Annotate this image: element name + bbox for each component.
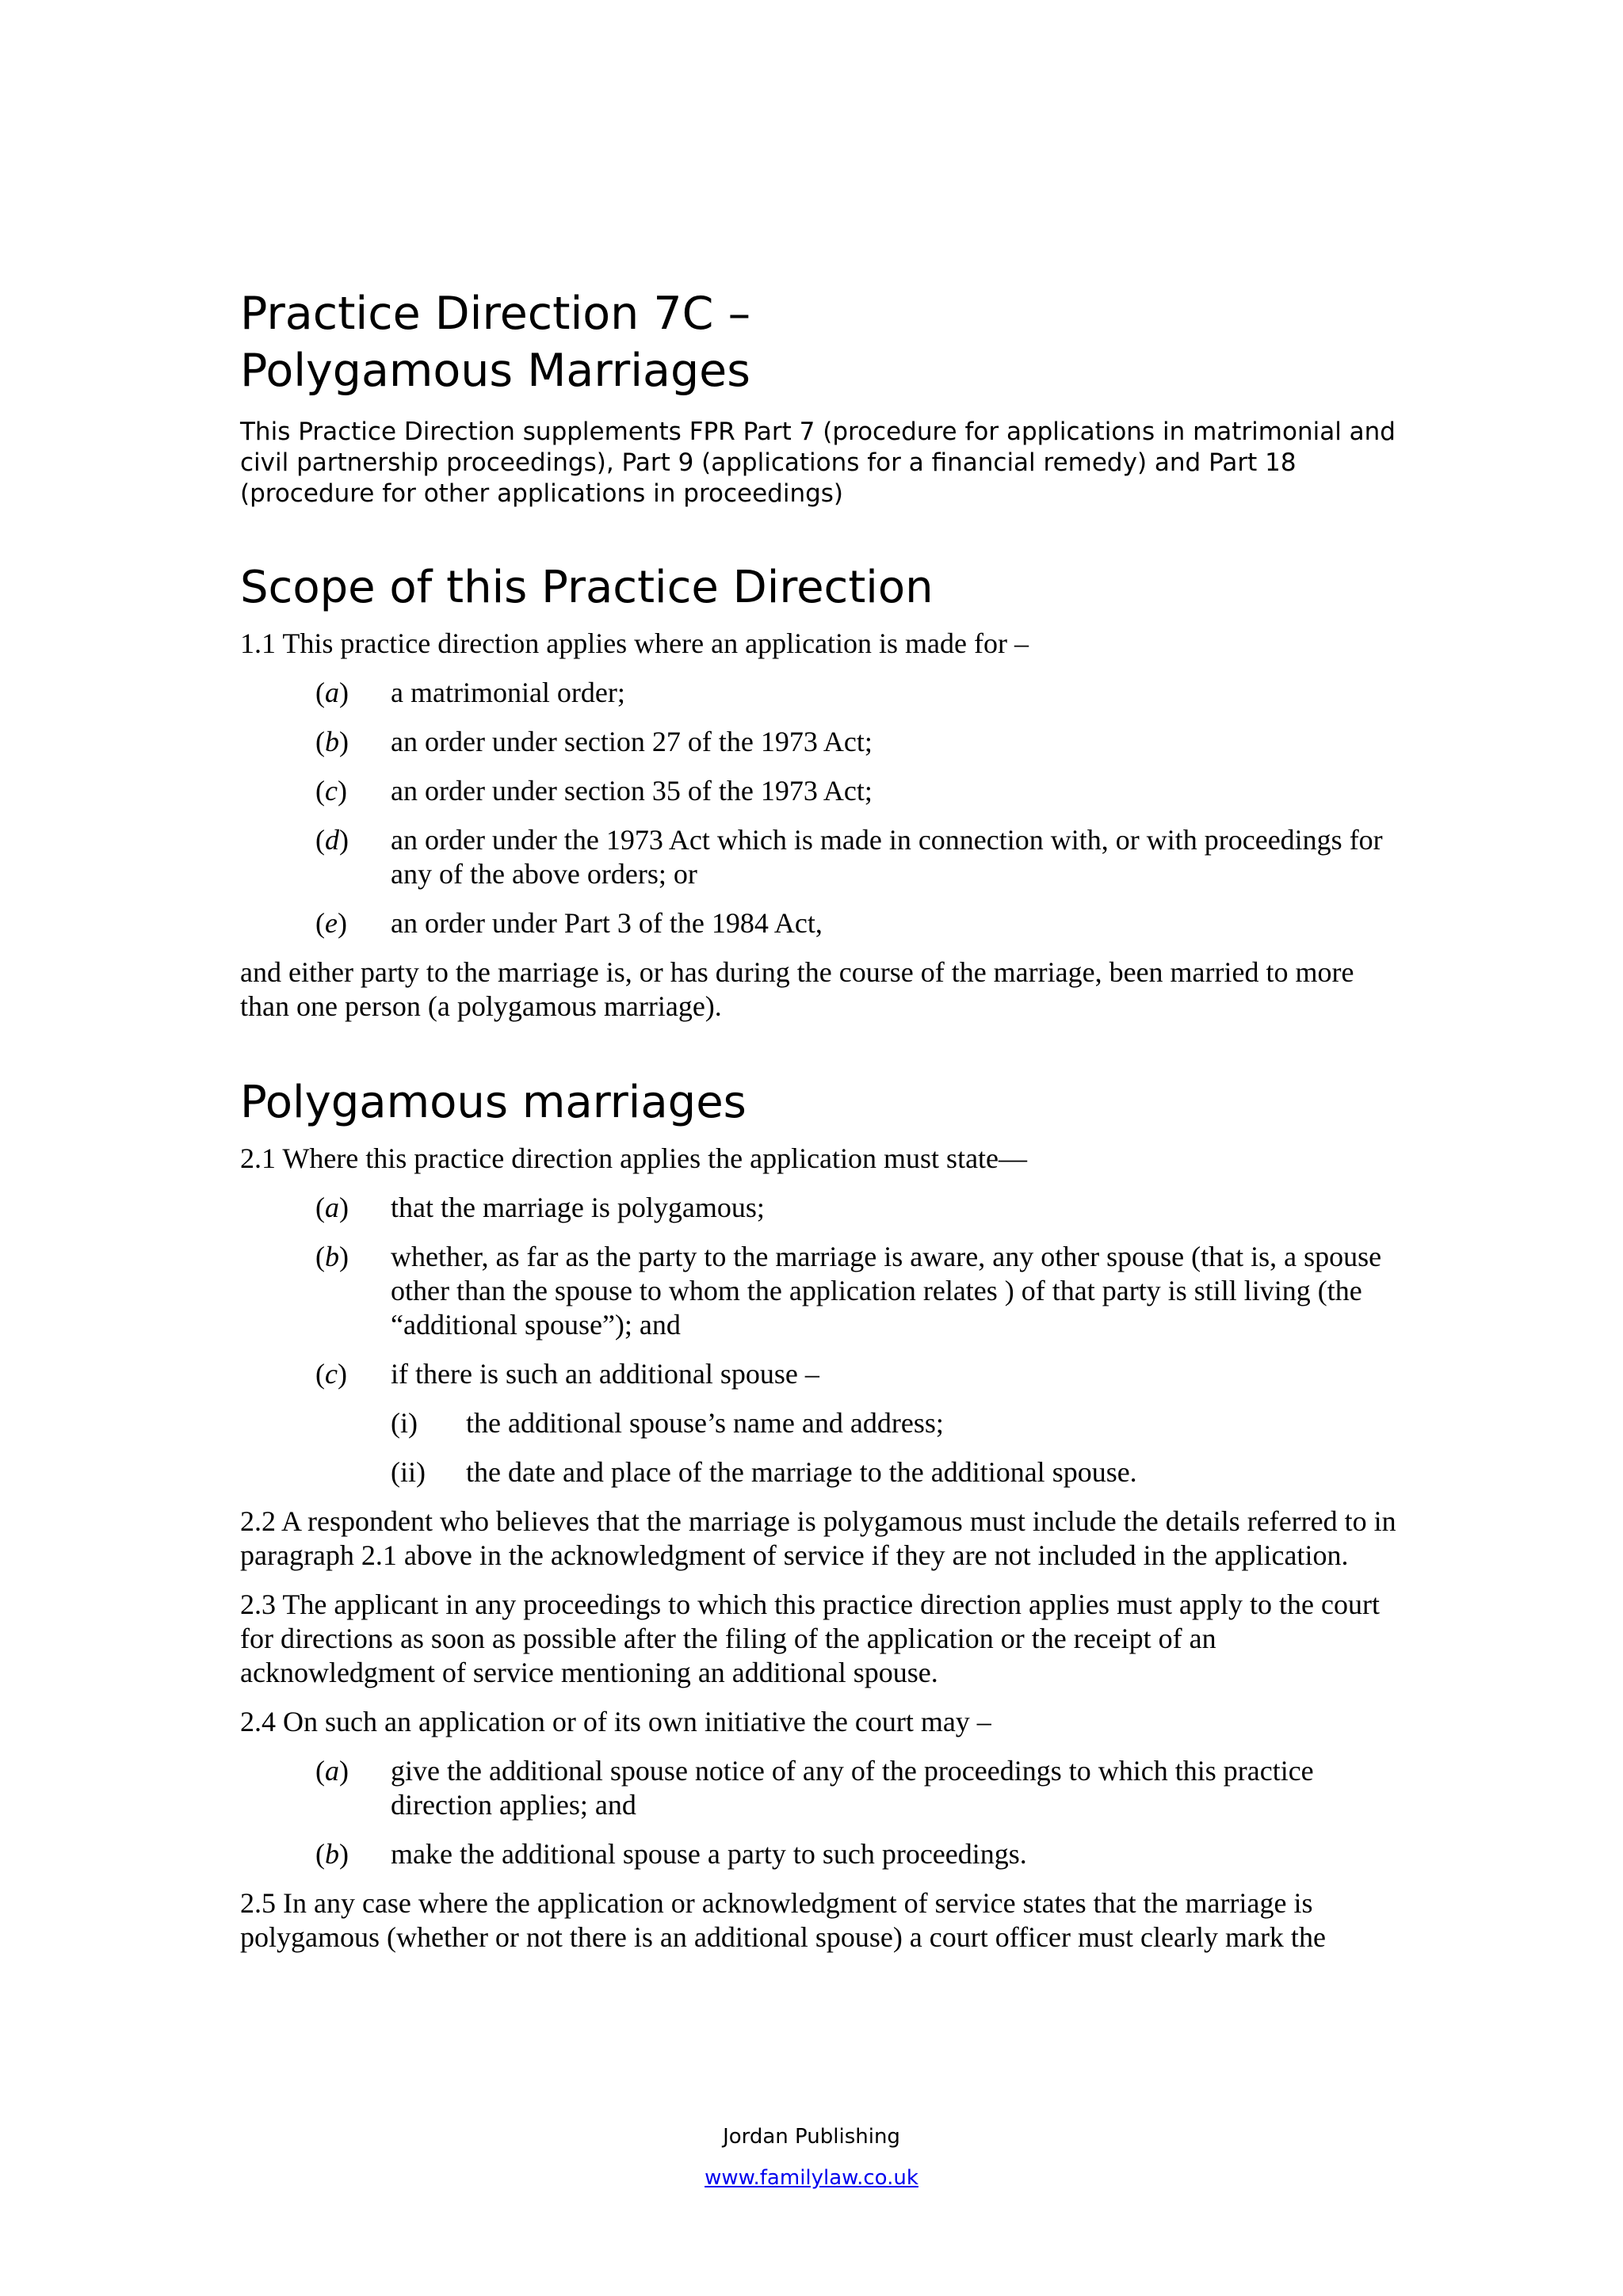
paragraph-2-4: 2.4 On such an application or of its own initiative the court may – bbox=[240, 1706, 991, 1737]
list-label: (c) bbox=[315, 1358, 347, 1390]
sub-list-item bbox=[240, 1406, 1397, 1440]
paragraph-2-5: 2.5 In any case where the application or acknowledgment of service states that the marriage is polygamous (whether or not there is an additional spouse) a court officer must clearly mark the bbox=[240, 1887, 1326, 1953]
list-text: whether, as far as the party to the marriage is aware, any other spouse (that is, a spouse other than the spouse to whom the application relates ) of that party is still living (the “additional spouse”); and bbox=[391, 1241, 1382, 1341]
list-item bbox=[240, 725, 1397, 759]
title-line-2: Polygamous Marriages bbox=[240, 345, 750, 397]
list-text: an order under Part 3 of the 1984 Act, bbox=[391, 907, 823, 939]
list-label: (e) bbox=[315, 907, 347, 939]
section-heading-scope: Scope of this Practice Direction bbox=[240, 562, 934, 613]
paragraph-1-1-closing: and either party to the marriage is, or has during the course of the marriage, been married to more than one person (a polygamous marriage). bbox=[240, 956, 1354, 1022]
list-label: (d) bbox=[315, 824, 349, 856]
list-item bbox=[240, 676, 1397, 710]
list-item bbox=[240, 1191, 1397, 1225]
list-text: give the additional spouse notice of any of the proceedings to which this practice direction applies; and bbox=[391, 1755, 1314, 1821]
sub-list-item bbox=[240, 1455, 1397, 1489]
list-text: make the additional spouse a party to such proceedings. bbox=[391, 1838, 1027, 1870]
list-item bbox=[240, 906, 1397, 940]
list-label: (b) bbox=[315, 726, 349, 757]
title-line-1: Practice Direction 7C – bbox=[240, 288, 751, 340]
list-label: (c) bbox=[315, 775, 347, 807]
list-text: that the marriage is polygamous; bbox=[391, 1192, 765, 1223]
paragraph-2-3: 2.3 The applicant in any proceedings to which this practice direction applies must apply to the court for directions as soon as possible after the filing of the application or the receipt of an acknowledgment of service mentioning an additional spouse. bbox=[240, 1589, 1380, 1688]
section-heading-polygamous: Polygamous marriages bbox=[240, 1077, 747, 1128]
list-label: (a) bbox=[315, 677, 349, 708]
list-label: (a) bbox=[315, 1755, 349, 1787]
sub-list-text: the date and place of the marriage to the additional spouse. bbox=[466, 1456, 1137, 1488]
list-label: (a) bbox=[315, 1192, 349, 1223]
list-label: (b) bbox=[315, 1838, 349, 1870]
list-text: a matrimonial order; bbox=[391, 677, 625, 708]
list-item bbox=[240, 1754, 1397, 1822]
list-item bbox=[240, 774, 1397, 808]
document-body bbox=[240, 285, 1397, 1970]
paragraph-1-1: 1.1 This practice direction applies where an application is made for – bbox=[240, 627, 1029, 659]
sub-list-label: (ii) bbox=[391, 1456, 426, 1488]
section-spacer bbox=[240, 1039, 1397, 1075]
list-text: an order under the 1973 Act which is made in connection with, or with proceedings for any of the above orders; or bbox=[391, 824, 1383, 890]
sub-list-label: (i) bbox=[391, 1407, 418, 1439]
paragraph-2-2: 2.2 A respondent who believes that the marriage is polygamous must include the details referred to in paragraph 2.1 above in the acknowledgment of service if they are not included in the application. bbox=[240, 1505, 1396, 1571]
list-text: an order under section 35 of the 1973 Act; bbox=[391, 775, 873, 807]
list-item bbox=[240, 1837, 1397, 1871]
list-label: (b) bbox=[315, 1241, 349, 1272]
document-subtitle: This Practice Direction supplements FPR Part 7 (procedure for applications in matrimonial and civil partnership proceedings), Part 9 (applications for a financial remedy) and Part 18 (procedure for other applications in proceedings) bbox=[240, 418, 1396, 508]
sub-list-text: the additional spouse’s name and address; bbox=[466, 1407, 944, 1439]
document-title bbox=[240, 285, 1397, 399]
footer-website-link[interactable]: www.familylaw.co.uk bbox=[705, 2166, 918, 2190]
list-text: if there is such an additional spouse – bbox=[391, 1358, 819, 1390]
list-item bbox=[240, 1240, 1397, 1342]
list-item bbox=[240, 823, 1397, 891]
paragraph-2-1: 2.1 Where this practice direction applies the application must state— bbox=[240, 1142, 1028, 1174]
list-text: an order under section 27 of the 1973 Act; bbox=[391, 726, 873, 757]
footer-publisher: Jordan Publishing bbox=[723, 2125, 900, 2149]
footer-link-container bbox=[0, 2164, 1623, 2191]
list-item bbox=[240, 1357, 1397, 1391]
